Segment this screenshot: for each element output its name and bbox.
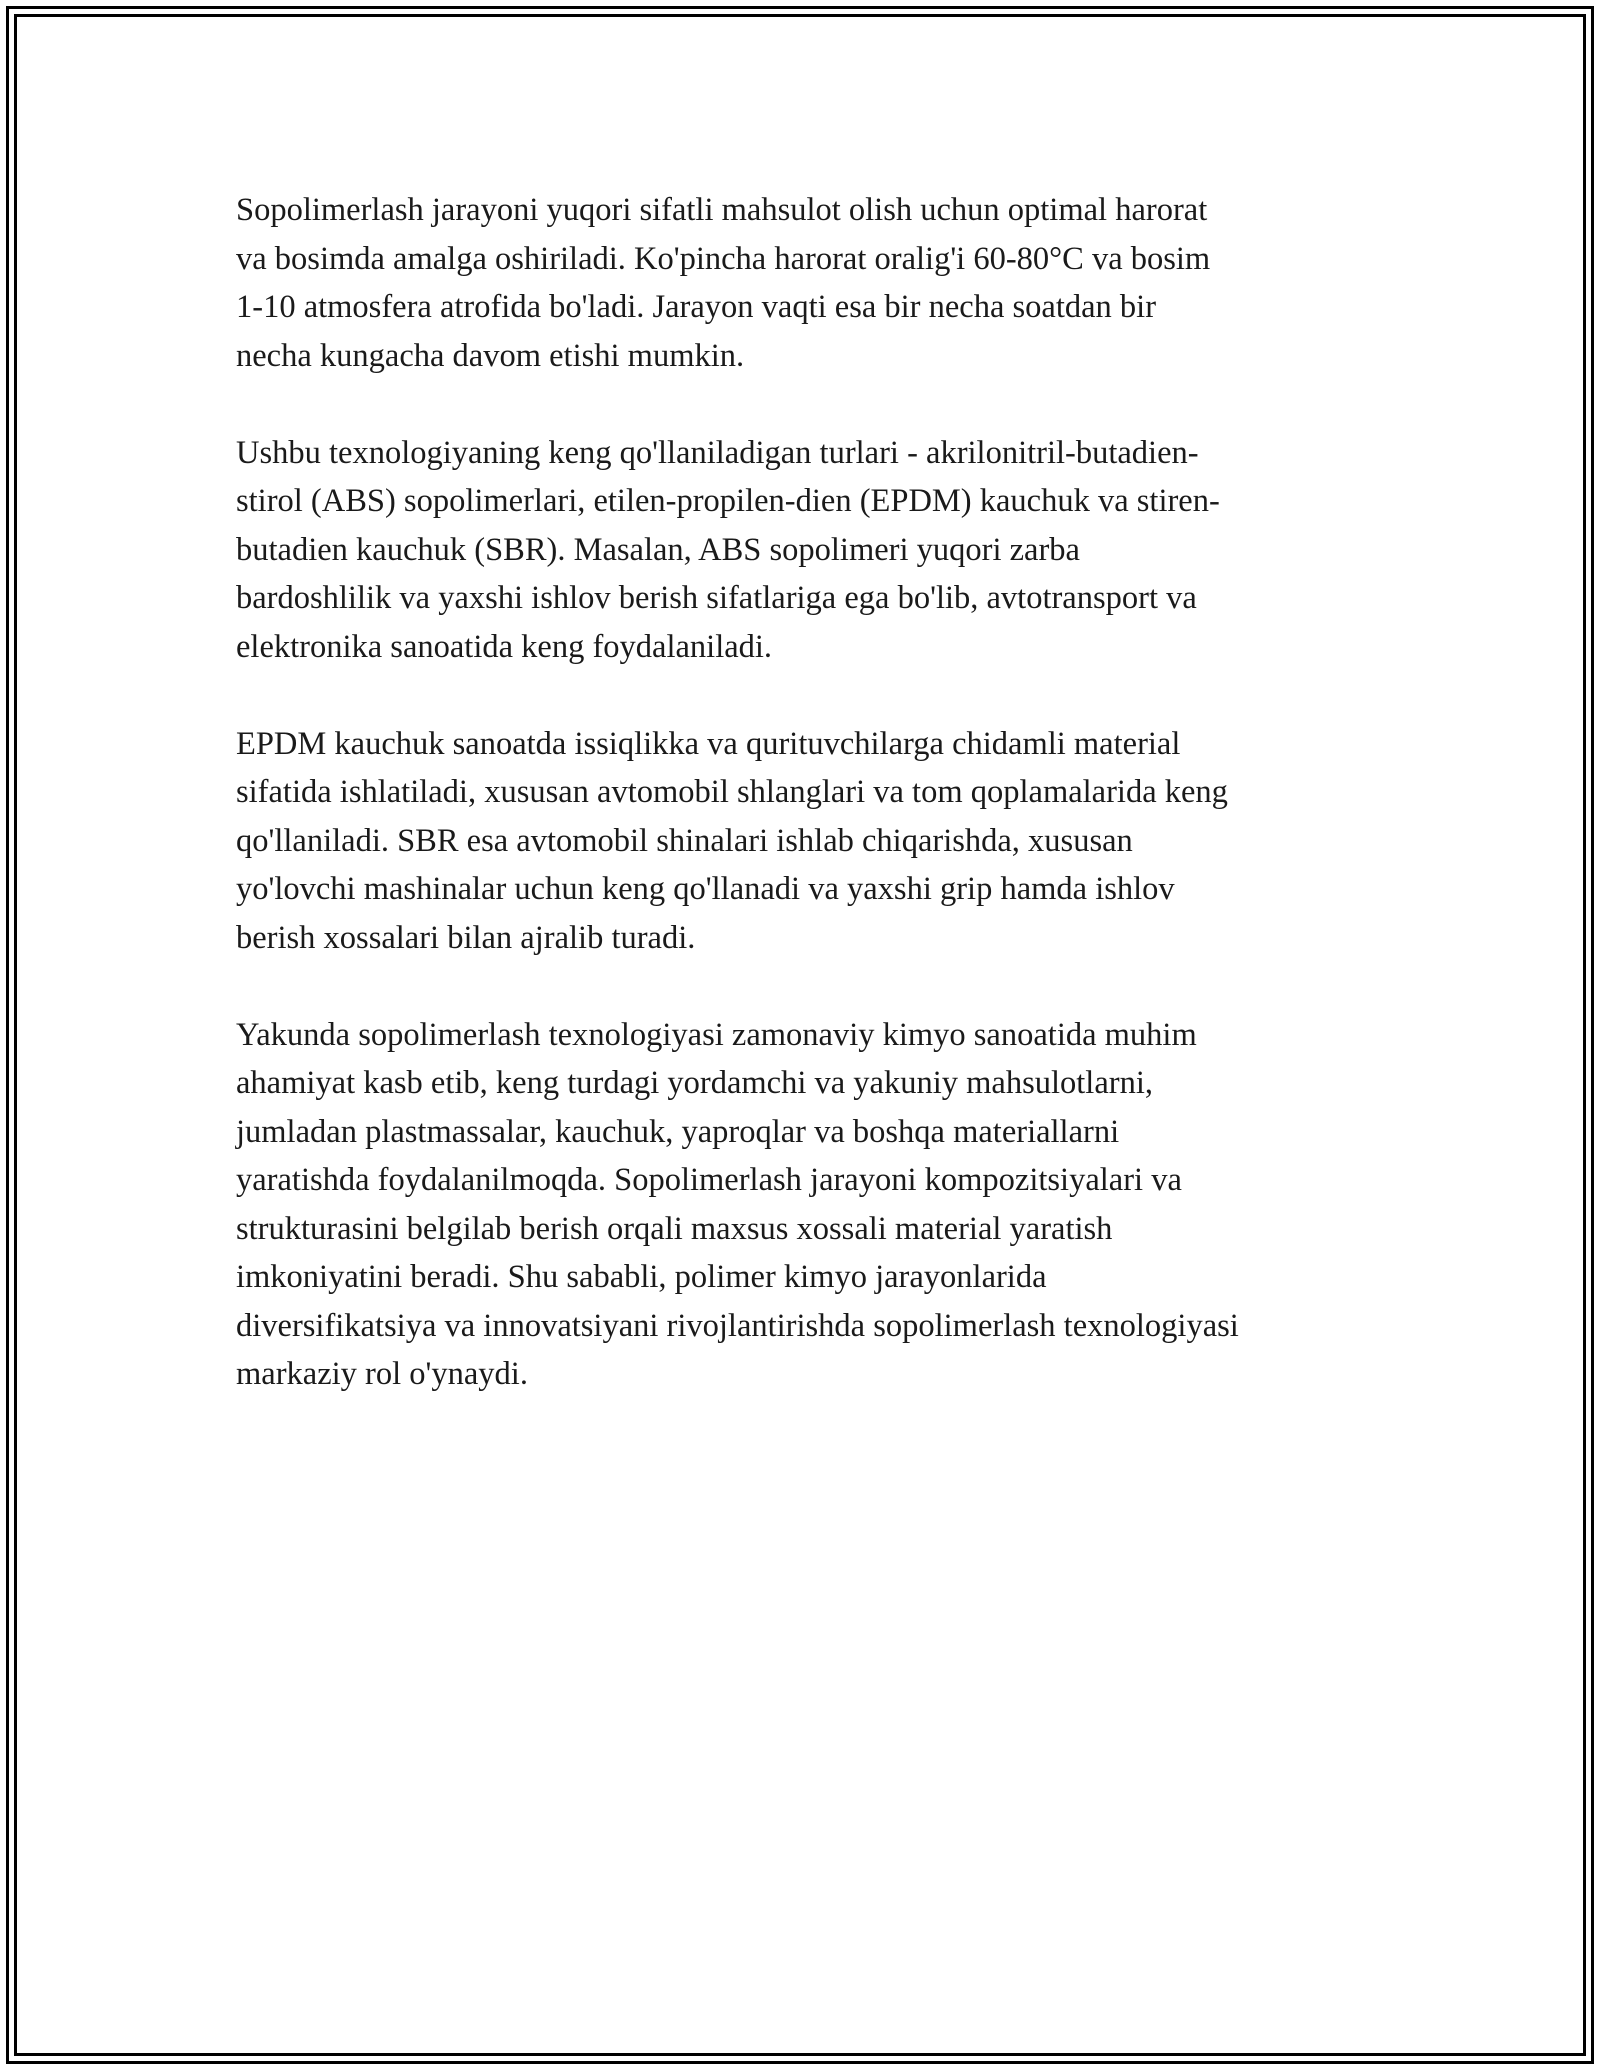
paragraph-line: 1-10 atmosfera atrofida bo'ladi. Jarayon vaqti esa bir necha soatdan bir: [236, 289, 1157, 325]
paragraph-line: berish xossalari bilan ajralib turadi.: [236, 919, 696, 956]
paragraph-4: [236, 1011, 1386, 1399]
paragraph-line: bardoshlilik va yaxshi ishlov berish sifatlariga ega bo'lib, avtotransport va: [236, 580, 1197, 616]
paragraph-line: diversifikatsiya va innovatsiyani rivojlantirishda sopolimerlash texnologiyasi: [236, 1307, 1239, 1344]
paragraph-line: ahamiyat kasb etib, keng turdagi yordamchi va yakuniy mahsulotlarni,: [236, 1065, 1153, 1101]
paragraph-line: imkoniyatini beradi. Shu sababli, polimer kimyo jarayonlarida: [236, 1259, 1047, 1295]
paragraph-line: jumladan plastmassalar, kauchuk, yaproqlar va boshqa materiallarni: [236, 1113, 1120, 1150]
paragraph-line: sifatida ishlatiladi, xususan avtomobil shlanglari va tom qoplamalarida keng: [236, 774, 1228, 810]
paragraph-3: [236, 720, 1386, 963]
paragraph-line: necha kungacha davom etishi mumkin.: [236, 337, 745, 374]
paragraph-2: [236, 429, 1386, 672]
paragraph-line: va bosimda amalga oshiriladi. Ko'pincha harorat oralig'i 60-80°C va bosim: [236, 240, 1211, 277]
paragraph-line: strukturasini belgilab berish orqali maxsus xossali material yaratish: [236, 1210, 1113, 1247]
paragraph-line: EPDM kauchuk sanoatda issiqlikka va qurituvchilarga chidamli material: [236, 725, 1181, 762]
paragraph-1: [236, 186, 1386, 380]
paragraph-line: qo'llaniladi. SBR esa avtomobil shinalari ishlab chiqarishda, xususan: [236, 822, 1133, 859]
paragraph-line: stirol (ABS) sopolimerlari, etilen-propilen-dien (EPDM) kauchuk va stiren-: [236, 483, 1220, 519]
paragraph-line: yaratishda foydalanilmoqda. Sopolimerlash jarayoni kompozitsiyalari va: [236, 1162, 1182, 1198]
paragraph-line: butadien kauchuk (SBR). Masalan, ABS sopolimeri yuqori zarba: [236, 531, 1080, 568]
paragraph-line: Ushbu texnologiyaning keng qo'llaniladigan turlari - akrilonitril-butadien-: [236, 434, 1199, 471]
document-body: [236, 186, 1386, 1447]
paragraph-line: Yakunda sopolimerlash texnologiyasi zamonaviy kimyo sanoatida muhim: [236, 1016, 1197, 1053]
paragraph-line: yo'lovchi mashinalar uchun keng qo'llanadi va yaxshi grip hamda ishlov: [236, 871, 1175, 907]
paragraph-line: markaziy rol o'ynaydi.: [236, 1356, 528, 1392]
paragraph-line: Sopolimerlash jarayoni yuqori sifatli mahsulot olish uchun optimal harorat: [236, 192, 1208, 228]
paragraph-line: elektronika sanoatida keng foydalaniladi.: [236, 628, 773, 665]
